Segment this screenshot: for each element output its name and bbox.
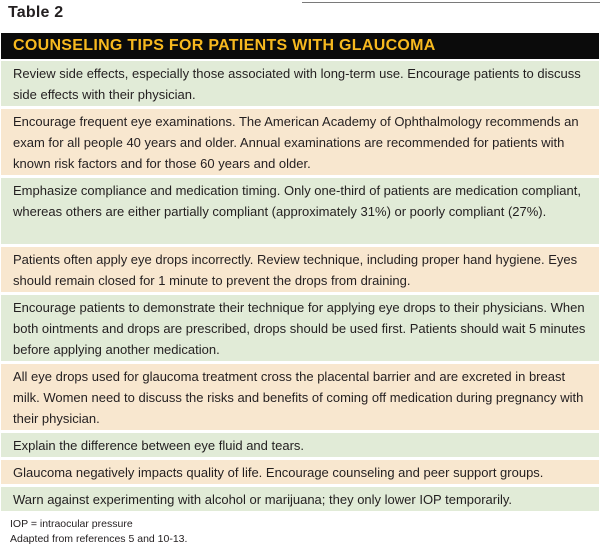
table-label: Table 2 xyxy=(8,4,64,21)
tip-row-eye-drop-technique: Patients often apply eye drops incorrectly. Review technique, including proper hand hygiene. Eyes should remain closed for 1 minute to prevent the drops from draining. xyxy=(1,247,599,292)
tip-row-eye-exams: Encourage frequent eye examinations. The American Academy of Ophthalmology recommends an exam for all people 40 years and older. Annual examinations are recommended for patients with known risk factors and for those 60 years and older. xyxy=(1,109,599,175)
table-title-bar xyxy=(1,33,599,59)
tip-row-side-effects: Review side effects, especially those associated with long-term use. Encourage patients to discuss side effects with their physician. xyxy=(1,61,599,106)
tip-row-pregnancy: All eye drops used for glaucoma treatment cross the placental barrier and are excreted in breast milk. Women need to discuss the risks and benefits of coming off medication during pregnancy with their physician. xyxy=(1,364,599,430)
tip-row-quality-of-life: Glaucoma negatively impacts quality of life. Encourage counseling and peer support groups. xyxy=(1,460,599,484)
tips-table xyxy=(1,61,599,511)
source-note: Adapted from references 5 and 10-13. xyxy=(10,533,188,545)
top-rule xyxy=(302,2,600,3)
tip-row-eye-fluid: Explain the difference between eye fluid and tears. xyxy=(1,433,599,457)
tip-row-compliance: Emphasize compliance and medication timing. Only one-third of patients are medication compliant, whereas others are either partially compliant (approximately 31%) or poorly compliant (27%). xyxy=(1,178,599,244)
table-footer xyxy=(10,517,187,547)
footnote-abbreviation: IOP = intraocular pressure xyxy=(10,518,133,530)
table-title: COUNSELING TIPS FOR PATIENTS WITH GLAUCOMA xyxy=(13,37,436,54)
tip-row-demonstrate-technique: Encourage patients to demonstrate their technique for applying eye drops to their physicians. When both ointments and drops are prescribed, drops should be used first. Patients should wait 5 minutes before applying another medication. xyxy=(1,295,599,361)
tip-row-alcohol-marijuana: Warn against experimenting with alcohol or marijuana; they only lower IOP temporarily. xyxy=(1,487,599,511)
